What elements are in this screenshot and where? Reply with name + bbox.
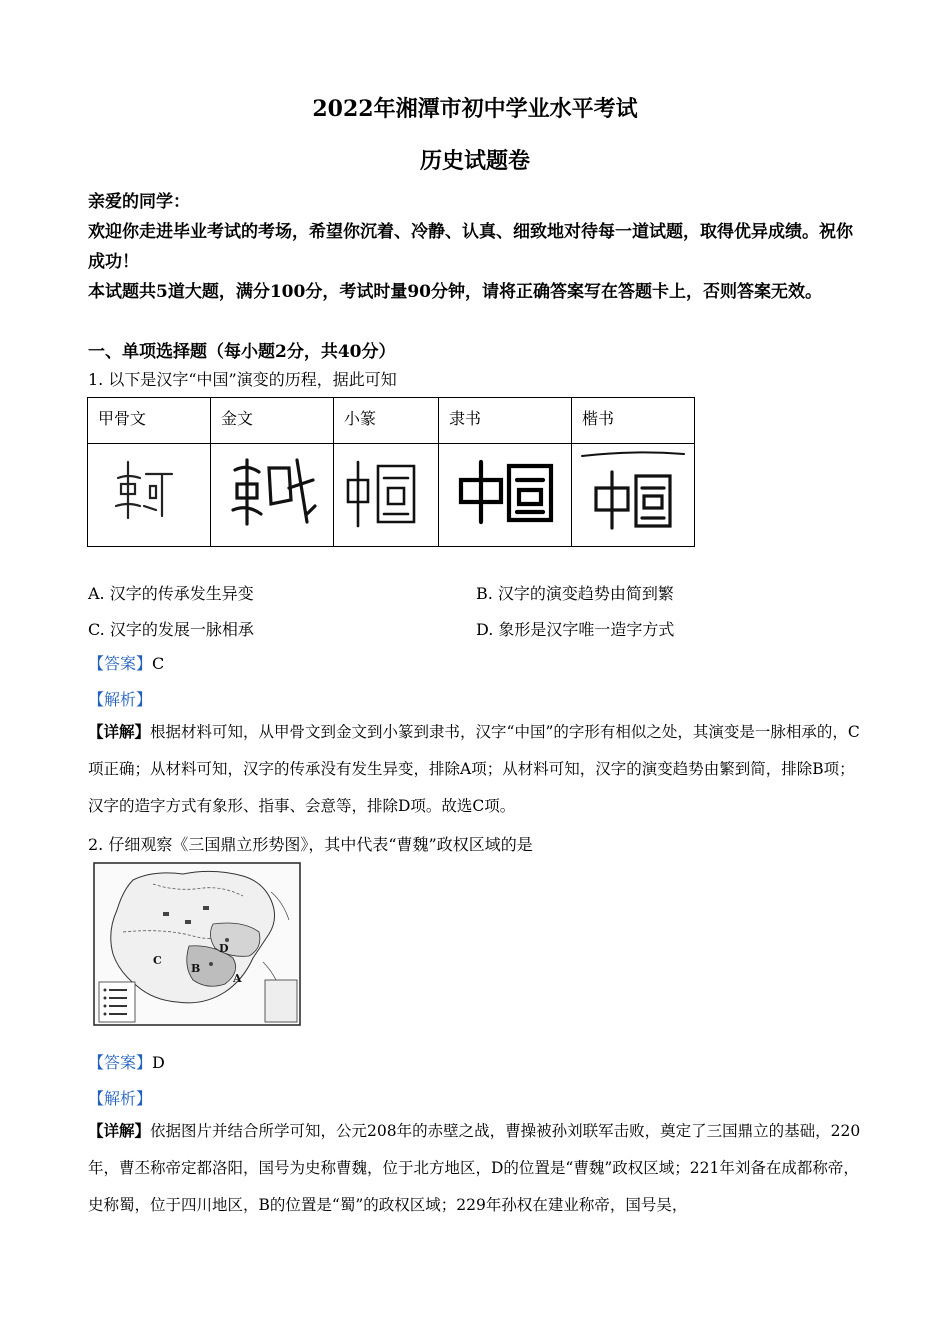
q1-option-a[interactable]: A. 汉字的传承发生异变 xyxy=(88,584,254,603)
q1-detail xyxy=(88,713,863,825)
oracle-bone-glyph-cell xyxy=(88,444,211,547)
map-label-b: B xyxy=(191,962,201,975)
bronze-zhongguo-glyph xyxy=(211,444,333,542)
q2-detail-text: 依据图片并结合所学可知，公元208年的赤壁之战，曹操被孙刘联军击败，奠定了三国鼎立的基础，220年，曹丕称帝定都洛阳，国号为史称曹魏，位于北方地区，D的位置是“曹魏”政权区域；221年刘备在成都称帝，史称蜀，位于四川地区，B的位置是“蜀”的政权区域；229年孙权在建业称帝，国号吴， xyxy=(88,1122,861,1214)
exam-subtitle: 历史试题卷 xyxy=(419,148,530,174)
q1-stem: 1. 以下是汉字“中国”演变的历程，据此可知 xyxy=(88,370,397,389)
clerical-glyph-cell xyxy=(439,444,572,547)
three-kingdoms-map xyxy=(93,862,301,1026)
answer-tag: 【答案】 xyxy=(88,654,153,673)
q2-answer-line xyxy=(88,1050,165,1073)
map-label-c: C xyxy=(153,954,162,967)
table-header: 金文 xyxy=(211,398,334,444)
q1-option-c[interactable]: C. 汉字的发展一脉相承 xyxy=(88,620,254,639)
q1-analysis-tag: 【解析】 xyxy=(88,690,153,709)
table-header: 甲骨文 xyxy=(88,398,211,444)
detail-tag: 【详解】 xyxy=(88,722,151,741)
clerical-zhongguo-glyph xyxy=(439,444,571,542)
intro-welcome: 欢迎你走进毕业考试的考场，希望你沉着、冷静、认真、细致地对待每一道试题，取得优异成绩。祝你成功！ xyxy=(88,222,853,272)
q1-option-d[interactable]: D. 象形是汉字唯一造字方式 xyxy=(476,620,675,639)
table-header: 小篆 xyxy=(334,398,439,444)
regular-glyph-cell xyxy=(572,444,695,547)
detail-tag: 【详解】 xyxy=(88,1121,151,1140)
script-evolution-table xyxy=(87,397,695,547)
section-heading: 一、单项选择题（每小题2分，共40分） xyxy=(88,342,396,362)
q2-stem: 2. 仔细观察《三国鼎立形势图》，其中代表“曹魏”政权区域的是 xyxy=(88,835,533,854)
q2-answer: D xyxy=(152,1053,165,1072)
regular-zhongguo-glyph xyxy=(572,444,694,542)
q2-analysis-tag: 【解析】 xyxy=(88,1089,153,1108)
q1-detail-text: 根据材料可知，从甲骨文到金文到小篆到隶书，汉字“中国”的字形有相似之处，其演变是一脉相承的，C项正确；从材料可知，汉字的传承没有发生异变，排除A项；从材料可知，汉字的演变趋势由繁到简，排除B项；汉字的造字方式有象形、指事、会意等，排除D项。故选C项。 xyxy=(88,723,860,815)
table-header: 楷书 xyxy=(572,398,695,444)
oracle-bone-zhongguo-glyph xyxy=(88,444,210,542)
q1-answer-line xyxy=(88,651,164,674)
map-label-d: D xyxy=(219,942,229,955)
table-header: 隶书 xyxy=(439,398,572,444)
q2-detail xyxy=(88,1112,863,1224)
q1-answer: C xyxy=(152,654,165,673)
intro-rules: 本试题共5道大题，满分100分，考试时量90分钟，请将正确答案写在答题卡上，否则答案无效。 xyxy=(88,282,822,302)
intro-greeting: 亲爱的同学： xyxy=(88,192,190,212)
q1-option-b[interactable]: B. 汉字的演变趋势由简到繁 xyxy=(476,584,674,603)
exam-title: 2022年湘潭市初中学业水平考试 xyxy=(312,96,638,122)
bronze-glyph-cell xyxy=(211,444,334,547)
seal-glyph-cell xyxy=(334,444,439,547)
answer-tag: 【答案】 xyxy=(88,1053,153,1072)
three-kingdoms-map-figure xyxy=(93,862,301,1026)
small-seal-zhongguo-glyph xyxy=(334,444,438,542)
map-label-a: A xyxy=(233,972,242,985)
